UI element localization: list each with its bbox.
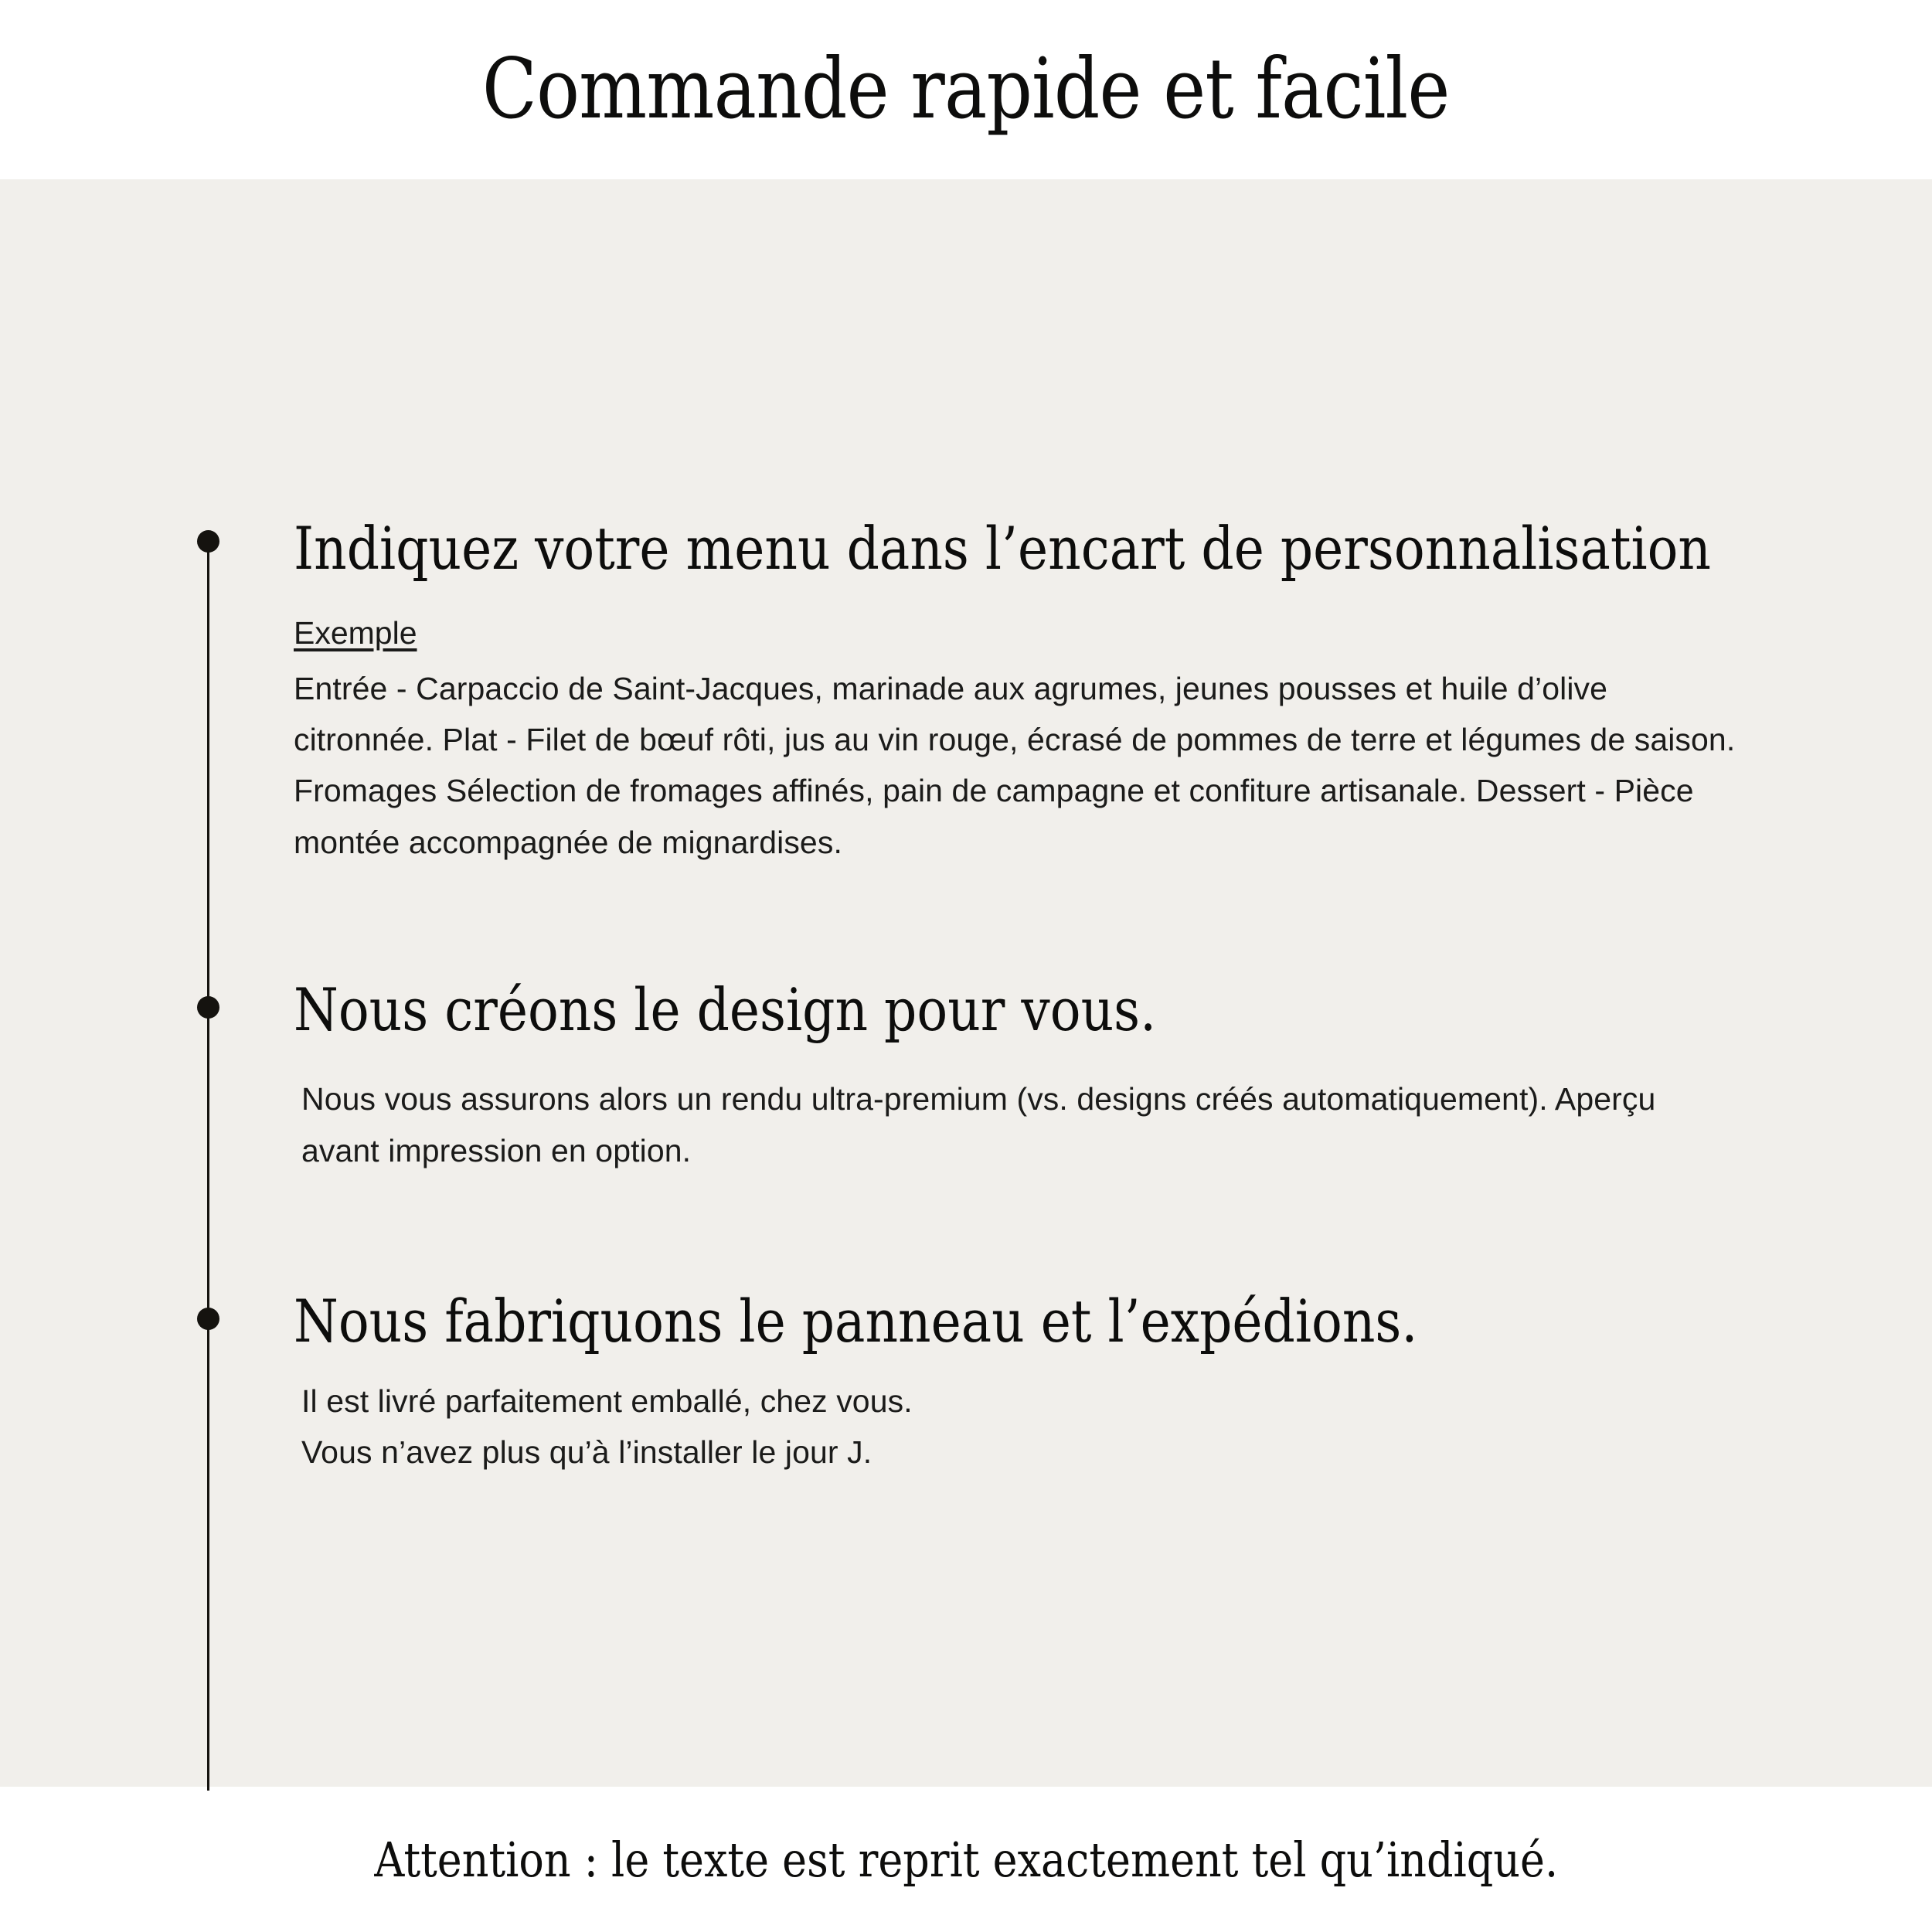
page-header	[0, 0, 1932, 179]
page-title: Commande rapide et facile	[482, 41, 1450, 138]
page-footer	[0, 1787, 1932, 1932]
steps-list	[0, 514, 1932, 1478]
step-title: Nous fabriquons le panneau et l’expédions.	[294, 1286, 1418, 1355]
step-body: Nous vous assurons alors un rendu ultra-premium (vs. designs créés automatiquement). Aperçu avant impression en option.	[301, 1081, 1656, 1168]
step-item-1	[0, 514, 1932, 868]
timeline	[0, 179, 1932, 1787]
step-item-3	[0, 1286, 1932, 1478]
step-title: Indiquez votre menu dans l’encart de personnalisation	[294, 514, 1712, 583]
step-title: Nous créons le design pour vous.	[294, 975, 1157, 1045]
steps-panel	[0, 179, 1932, 1787]
timeline-dot-icon	[197, 1308, 219, 1330]
timeline-dot-icon	[197, 530, 219, 553]
step-body: Entrée - Carpaccio de Saint-Jacques, marinade aux agrumes, jeunes pousses et huile d’olive citronnée. Plat - Filet de bœuf rôti, jus au vin rouge, écrasé de pommes de terre et légumes de saison. Fromages Sélection de fromages affinés, pain de campagne et confiture artisanale. Dessert - Pièce montée accompagnée de mignardises.	[294, 670, 1736, 860]
timeline-dot-icon	[197, 996, 219, 1019]
step-item-2	[0, 975, 1932, 1176]
footer-note: Attention : le texte est reprit exactement tel qu’indiqué.	[374, 1831, 1558, 1888]
step-body-line-1: Il est livré parfaitement emballé, chez vous.	[301, 1383, 913, 1419]
step-body-line-2: Vous n’avez plus qu’à l’installer le jour J.	[301, 1434, 872, 1471]
step-example-label: Exemple	[294, 615, 417, 651]
